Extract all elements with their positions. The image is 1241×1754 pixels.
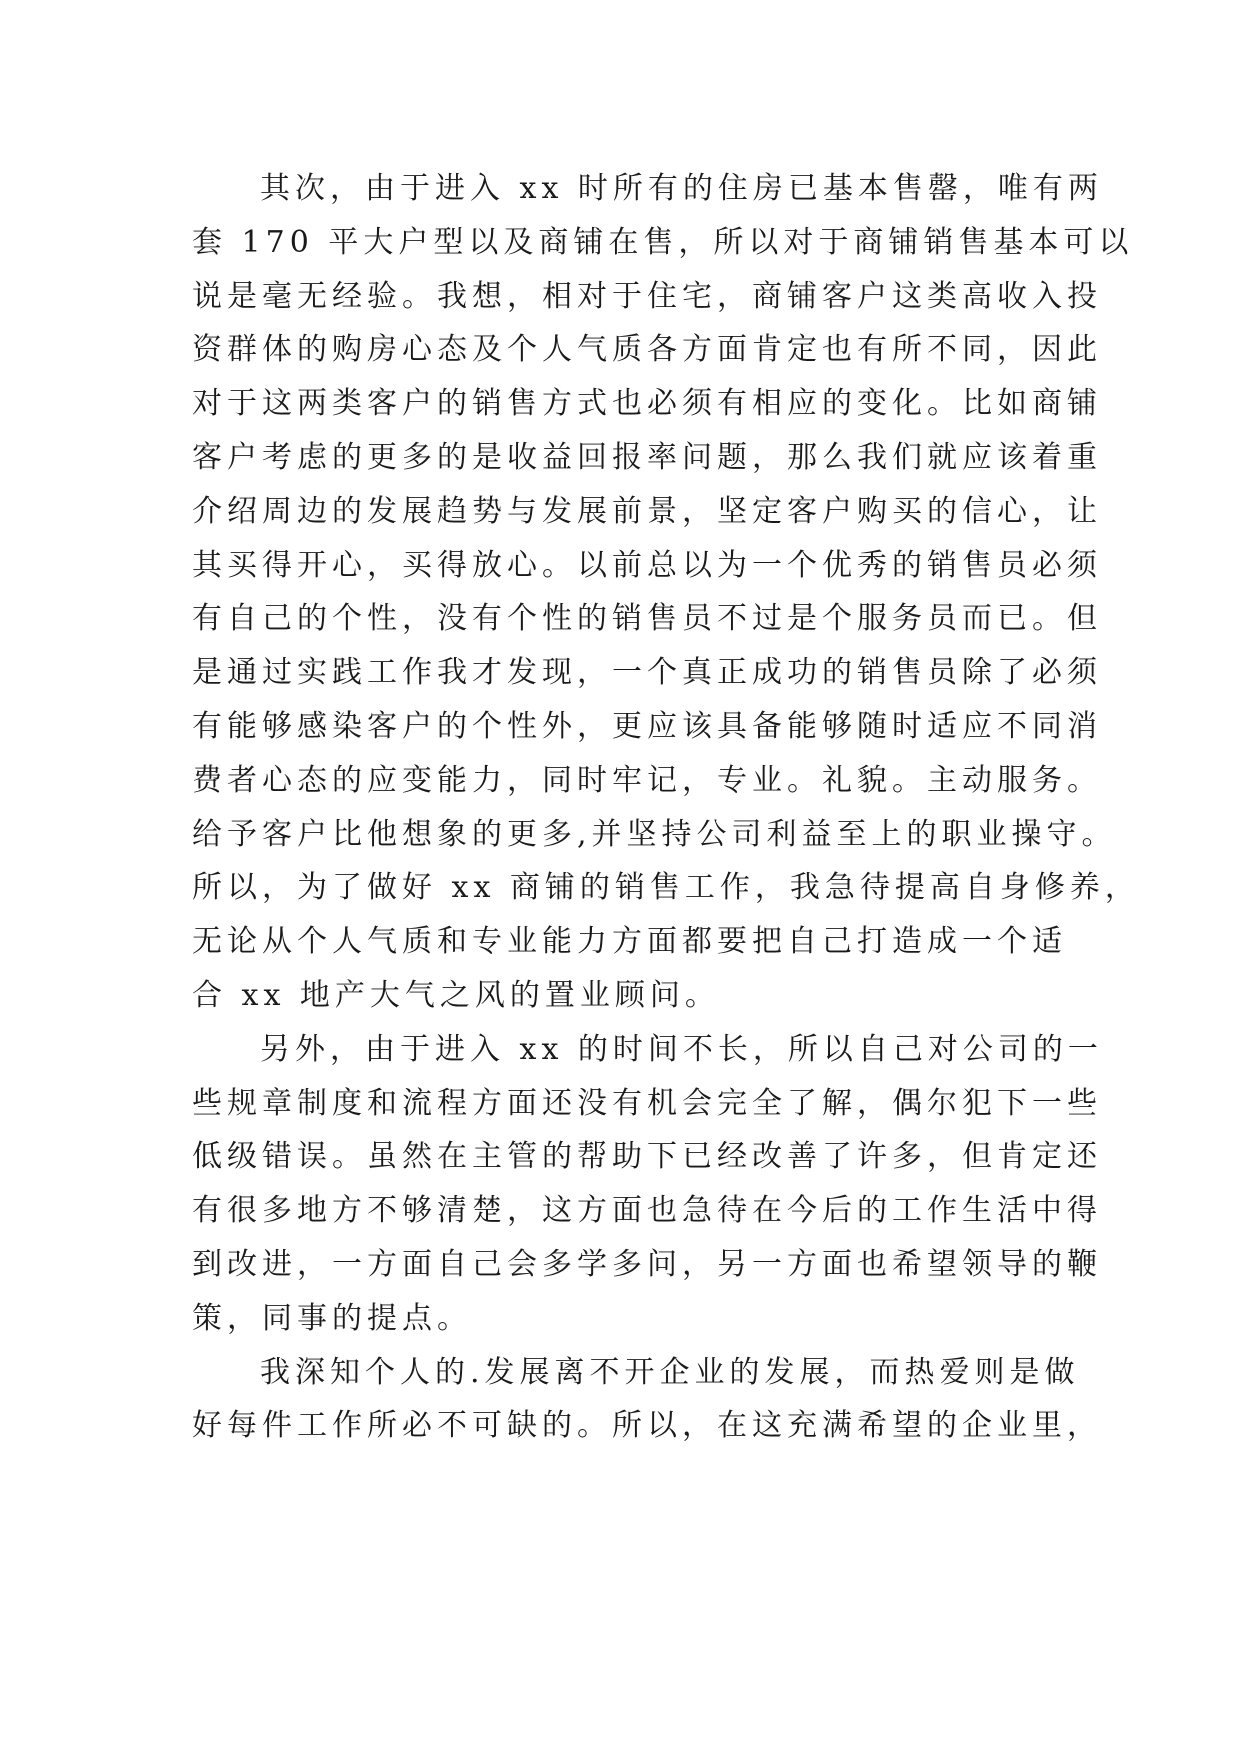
- text-line: 资群体的购房心态及个人气质各方面肯定也有所不同，因此: [192, 332, 1102, 368]
- text-line: 所以，为了做好 xx 商铺的销售工作，我急待提高自身修养，: [192, 870, 1140, 906]
- text-line: 到改进，一方面自己会多学多问，另一方面也希望领导的鞭: [192, 1246, 1102, 1282]
- text-line: 无论从个人气质和专业能力方面都要把自己打造成一个适: [192, 924, 1067, 960]
- text-line: 有很多地方不够清楚，这方面也急待在今后的工作生活中得: [192, 1193, 1102, 1229]
- text-line: 策，同事的提点。: [192, 1300, 472, 1336]
- text-line: 有能够感染客户的个性外，更应该具备能够随时适应不同消: [192, 708, 1102, 744]
- text-line: 客户考虑的更多的是收益回报率问题，那么我们就应该着重: [192, 439, 1102, 475]
- text-line: 另外，由于进入 xx 的时间不长，所以自己对公司的一: [260, 1031, 1103, 1067]
- text-line: 是通过实践工作我才发现，一个真正成功的销售员除了必须: [192, 655, 1102, 691]
- text-line: 有自己的个性，没有个性的销售员不过是个服务员而已。但: [192, 601, 1102, 637]
- text-line: 给予客户比他想象的更多,并坚持公司利益至上的职业操守。: [192, 816, 1117, 852]
- text-line: 低级错误。虽然在主管的帮助下已经改善了许多，但肯定还: [192, 1139, 1102, 1175]
- text-line: 其买得开心，买得放心。以前总以为一个优秀的销售员必须: [192, 547, 1102, 583]
- text-line: 其次，由于进入 xx 时所有的住房已基本售罄，唯有两: [260, 171, 1103, 206]
- paragraph-1: [192, 162, 1140, 1023]
- text-line: 好每件工作所必不可缺的。所以，在这充满希望的企业里，: [192, 1408, 1102, 1444]
- document-body: [192, 162, 1140, 1453]
- text-line: 合 xx 地产大气之风的置业顾问。: [192, 977, 720, 1013]
- paragraph-2: [192, 1023, 1103, 1346]
- text-line: 介绍周边的发展趋势与发展前景，坚定客户购买的信心，让: [192, 493, 1102, 529]
- text-line: 套 170 平大户型以及商铺在售，所以对于商铺销售基本可以: [192, 224, 1134, 260]
- paragraph-3: [192, 1346, 1102, 1454]
- text-line: 费者心态的应变能力，同时牢记，专业。礼貌。主动服务。: [192, 762, 1102, 798]
- text-line: 对于这两类客户的销售方式也必须有相应的变化。比如商铺: [192, 386, 1102, 422]
- text-line: 我深知个人的.发展离不开企业的发展，而热爱则是做: [260, 1354, 1080, 1390]
- text-line: 说是毫无经验。我想，相对于住宅，商铺客户这类高收入投: [192, 278, 1102, 314]
- text-line: 些规章制度和流程方面还没有机会完全了解，偶尔犯下一些: [192, 1085, 1102, 1121]
